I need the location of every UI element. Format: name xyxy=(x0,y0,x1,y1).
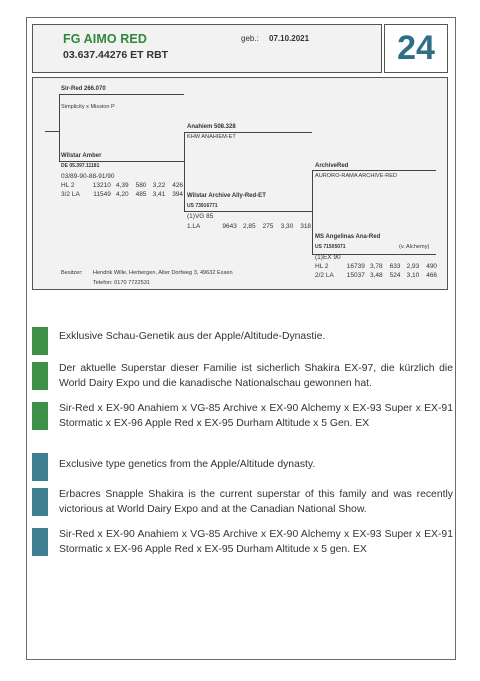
blue-bullet-icon xyxy=(32,488,48,516)
lact-milk: 13210 xyxy=(92,182,111,189)
damdam-lactation-row xyxy=(315,272,445,280)
description-text: Erbacres Snapple Shakira is the current superstar of this family and was recently victorious at World Dairy Expo and at the Canadian National Show. xyxy=(59,489,453,515)
lact-fat-pct: 2,85 xyxy=(242,223,256,230)
dam-sire-parents: KHW ANAHIEM-ET xyxy=(187,134,236,140)
lact-protein-pct: 2,93 xyxy=(406,263,420,270)
green-bullet-icon xyxy=(32,362,48,390)
green-bullet-icon xyxy=(32,327,48,355)
lact-label: 1.LA xyxy=(187,223,201,230)
lot-number: 24 xyxy=(384,24,448,73)
pedigree-box xyxy=(32,77,448,290)
lact-label: HL 2 xyxy=(61,182,75,189)
registration-number: 03.637.44276 ET RBT xyxy=(63,49,169,61)
lact-fat-kg: 275 xyxy=(262,223,274,230)
sire-lactation-row xyxy=(61,182,191,190)
damdam-lactation-row xyxy=(315,263,445,271)
lact-protein-kg: 426 xyxy=(172,182,184,189)
dam-classification: (1)VG 85 xyxy=(187,213,214,220)
lact-label: HL 2 xyxy=(315,263,329,270)
lact-fat-kg: 524 xyxy=(389,272,401,279)
lact-fat-pct: 3,48 xyxy=(369,272,383,279)
lact-fat-kg: 580 xyxy=(135,182,147,189)
lact-label: 3/2 LA xyxy=(61,191,80,198)
damdam-sire-name: ArchiveRed xyxy=(315,163,349,169)
line-dam xyxy=(184,211,312,212)
line-sire xyxy=(59,161,184,162)
blue-bullet-icon xyxy=(32,453,48,481)
damdam-name: MS Angelinas Ana-Red xyxy=(315,234,381,240)
lact-fat-pct: 3,78 xyxy=(369,263,383,270)
description-text: Sir-Red x EX-90 Anahiem x VG-85 Archive x EX-90 Alchemy x EX-93 Super x EX-91 Stormatic x EX-96 Apple Red x EX-95 Durham Altitude x 5 Gen. EX xyxy=(59,403,453,429)
owner-label: Besitzer: xyxy=(61,270,83,276)
line-sire-branch xyxy=(59,94,60,161)
lact-milk: 16739 xyxy=(346,263,365,270)
owner-address: Hendrik Wille, Herbergen, Alter Dorfweg 3, 49632 Essen xyxy=(93,270,233,276)
damdam-classification: (1)EX 90 xyxy=(315,254,341,261)
lact-protein-pct: 3,41 xyxy=(152,191,166,198)
dam-lactation-row xyxy=(187,223,317,231)
birth-date: 07.10.2021 xyxy=(269,34,310,43)
sire-lactation-row xyxy=(61,191,191,199)
line-dam-sire xyxy=(184,132,312,133)
lact-protein-pct: 3,22 xyxy=(152,182,166,189)
description-text: Exklusive Schau-Genetik aus der Apple/Altitude-Dynastie. xyxy=(59,331,326,342)
line-dam-branch xyxy=(184,132,185,211)
blue-bullet-icon xyxy=(32,528,48,556)
lact-protein-kg: 318 xyxy=(300,223,312,230)
sire-classification: 03/89-90-88-91/90 xyxy=(61,173,115,180)
description-text: Sir-Red x EX-90 Anahiem x VG-85 Archive x EX-90 Alchemy x EX-93 Super x EX-91 Stormatic x EX-96 Apple Red x EX-95 Durham Altitude x 5 gen. EX xyxy=(59,529,453,555)
damdam-note: (v. Alchemy) xyxy=(399,244,430,250)
lact-protein-kg: 490 xyxy=(426,263,438,270)
sire-name: Wilstar Amber xyxy=(61,153,102,159)
lact-protein-kg: 466 xyxy=(426,272,438,279)
sire-sire-parents: Simplicity x Mission P xyxy=(61,104,115,110)
lact-milk: 11549 xyxy=(93,191,111,198)
damdam-sire-parents: AURORO-RAMA ARCHIVE-RED xyxy=(315,173,398,179)
line-root xyxy=(45,131,59,132)
birth-label: geb.: xyxy=(241,34,259,43)
line-sire-sire xyxy=(59,94,184,95)
damdam-reg: US 71505071 xyxy=(315,244,346,250)
lact-fat-kg: 633 xyxy=(389,263,401,270)
dam-reg: US 73916771 xyxy=(187,203,218,209)
animal-header xyxy=(32,24,382,73)
description-text: Der aktuelle Superstar dieser Familie ist sicherlich Shakira EX-97, die kürzlich die World Dairy Expo und die kanadische Nationalschau gewonnen hat. xyxy=(59,363,453,389)
lact-fat-pct: 4,20 xyxy=(115,191,129,198)
lact-fat-pct: 4,39 xyxy=(115,182,129,189)
sire-sire-name: Sir-Red 266.070 xyxy=(61,86,106,92)
lact-fat-kg: 485 xyxy=(135,191,147,198)
lact-protein-pct: 3,10 xyxy=(406,272,420,279)
lact-milk: 15037 xyxy=(346,272,365,279)
animal-name: FG AIMO RED xyxy=(63,32,147,46)
lact-label: 2/2 LA xyxy=(315,272,334,279)
dam-name: Wilstar Archive Ally-Red-ET xyxy=(187,193,266,199)
sire-reg: DE 05.397.11181 xyxy=(61,163,100,169)
dam-sire-name: Anahiem 508.328 xyxy=(187,124,236,130)
lact-milk: 9643 xyxy=(222,223,237,230)
green-bullet-icon xyxy=(32,402,48,430)
line-damdam-branch xyxy=(312,170,313,254)
lact-protein-pct: 3,30 xyxy=(280,223,294,230)
description-text: Exclusive type genetics from the Apple/Altitude dynasty. xyxy=(59,459,316,470)
owner-phone: Telefon: 0170 7722531 xyxy=(93,280,150,286)
lact-protein-kg: 394 xyxy=(172,191,184,198)
